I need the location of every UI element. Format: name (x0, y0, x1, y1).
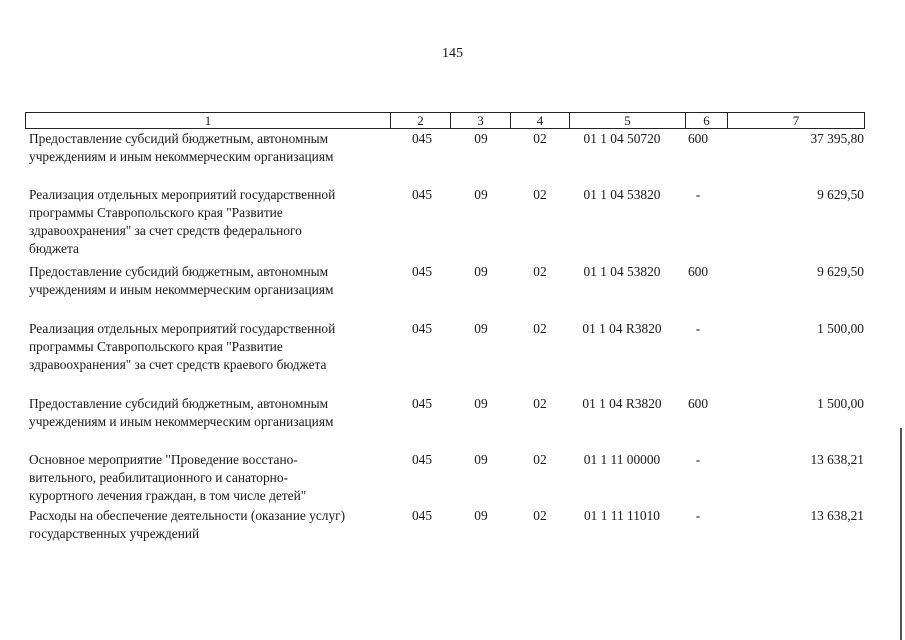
row-target-article: 01 1 04 R3820 (582, 321, 662, 336)
row-description: Предоставление субсидий бюджетным, автономным учреждениям и иным некоммерческим организациям (29, 264, 334, 297)
row-subsection: 02 (533, 131, 547, 146)
row-subsection: 02 (533, 321, 547, 336)
row-amount: 1 500,00 (817, 396, 864, 411)
row-section: 09 (474, 187, 488, 202)
header-col-3: 3 (451, 113, 511, 128)
row-amount: 1 500,00 (817, 321, 864, 336)
row-section: 09 (474, 452, 488, 467)
header-col-6: 6 (686, 113, 728, 128)
row-target-article: 01 1 04 53820 (583, 187, 661, 202)
row-ministry: 045 (411, 396, 433, 411)
header-col-7: 7 (792, 113, 800, 128)
row-amount: 9 629,50 (817, 187, 864, 202)
header-col-2: 2 (391, 113, 451, 128)
row-expense-type: - (695, 321, 701, 336)
row-ministry: 045 (411, 264, 433, 279)
row-ministry: 045 (411, 131, 433, 146)
row-target-article: 01 1 04 R3820 (582, 396, 662, 411)
row-description: Предоставление субсидий бюджетным, автономным учреждениям и иным некоммерческим организациям (29, 131, 334, 164)
row-subsection: 02 (533, 452, 547, 467)
row-target-article: 01 1 04 50720 (583, 131, 661, 146)
row-expense-type: - (695, 452, 701, 467)
row-description: Основное мероприятие "Проведение восстано- вительного, реабилитационного и санаторно- курортного лечения граждан, в том числе детей" (29, 452, 307, 503)
row-expense-type: 600 (687, 396, 709, 411)
row-subsection: 02 (533, 396, 547, 411)
row-expense-type: - (695, 187, 701, 202)
row-ministry: 045 (411, 508, 433, 523)
row-target-article: 01 1 11 11010 (583, 508, 660, 523)
row-expense-type: - (695, 508, 701, 523)
row-amount: 9 629,50 (817, 264, 864, 279)
row-amount: 37 395,80 (810, 131, 864, 146)
row-ministry: 045 (411, 187, 433, 202)
row-subsection: 02 (533, 264, 547, 279)
header-col-5: 5 (570, 113, 686, 128)
row-expense-type: 600 (687, 131, 709, 146)
row-target-article: 01 1 11 00000 (583, 452, 661, 467)
row-ministry: 045 (411, 321, 433, 336)
row-description: Реализация отдельных мероприятий государственной программы Ставропольского края "Развитие здравоохранения" за счет средств федерального бюджета (29, 187, 336, 256)
row-description: Предоставление субсидий бюджетным, автономным учреждениям и иным некоммерческим организациям (29, 396, 334, 429)
row-ministry: 045 (411, 452, 433, 467)
row-target-article: 01 1 04 53820 (583, 264, 661, 279)
row-description: Расходы на обеспечение деятельности (оказание услуг) государственных учреждений (29, 508, 346, 541)
row-section: 09 (474, 131, 488, 146)
page-number: 145 (442, 46, 463, 61)
row-section: 09 (474, 508, 488, 523)
row-section: 09 (474, 321, 488, 336)
row-expense-type: 600 (687, 264, 709, 279)
row-subsection: 02 (533, 508, 547, 523)
table-header (25, 112, 865, 129)
row-subsection: 02 (533, 187, 547, 202)
header-col-4: 4 (511, 113, 570, 128)
row-section: 09 (474, 396, 488, 411)
row-description: Реализация отдельных мероприятий государственной программы Ставропольского края "Развитие здравоохранения" за счет средств краевого бюджета (29, 321, 336, 372)
row-amount: 13 638,21 (810, 452, 864, 467)
row-amount: 13 638,21 (810, 508, 864, 523)
row-section: 09 (474, 264, 488, 279)
header-col-1: 1 (26, 113, 391, 128)
scan-edge-mark (900, 428, 902, 640)
